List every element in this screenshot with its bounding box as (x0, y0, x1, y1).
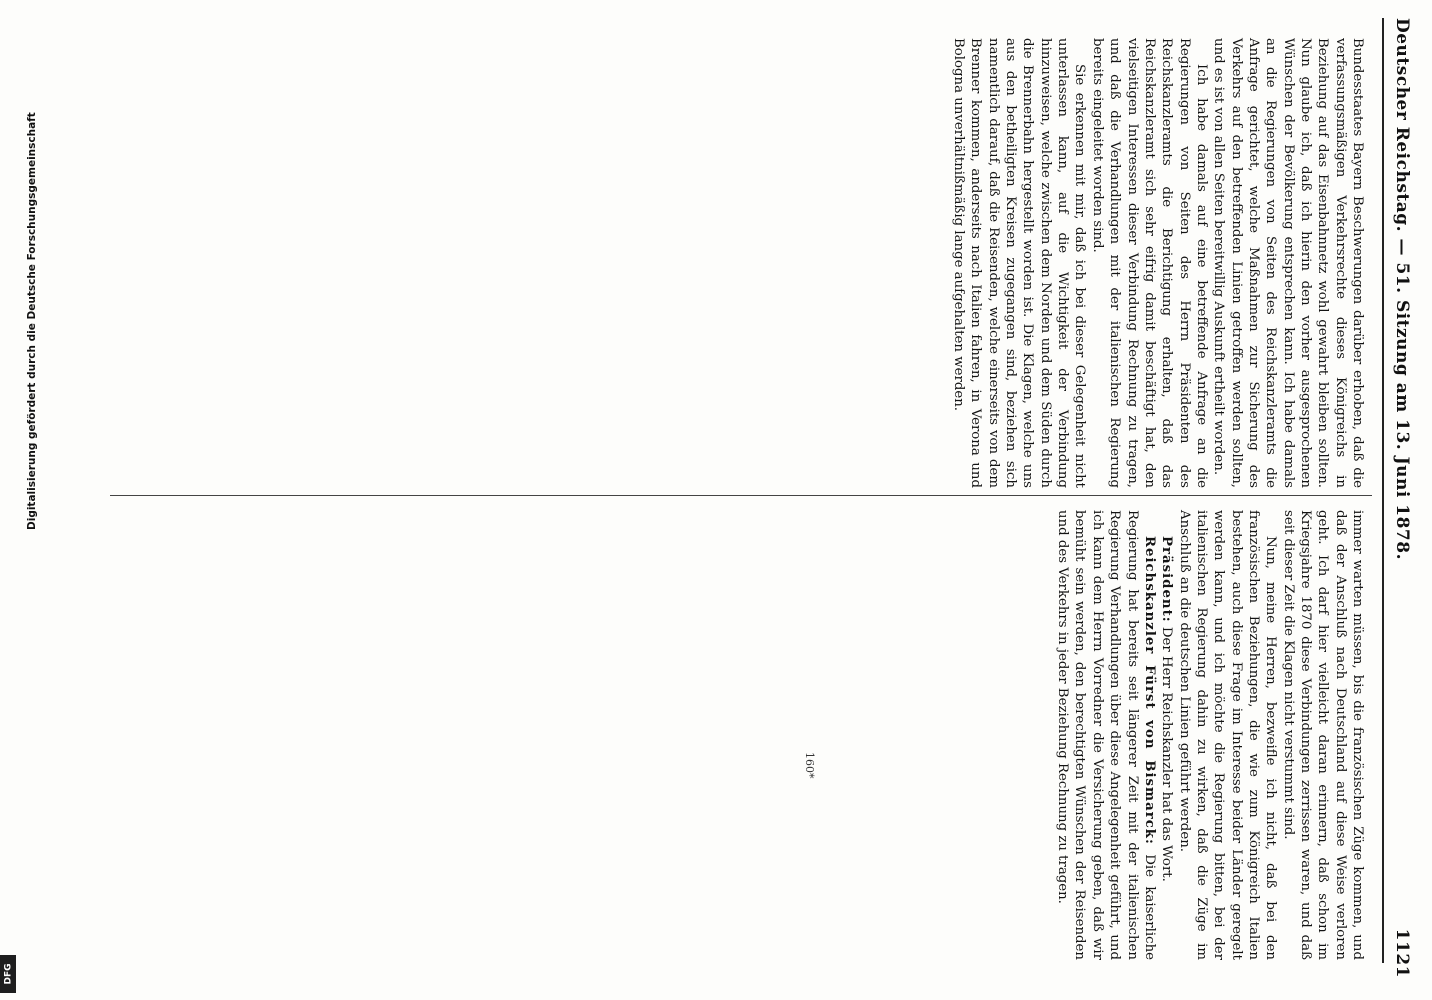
dfg-logo (0, 955, 16, 993)
column-divider (110, 495, 1372, 496)
paragraph: Ich habe damals auf eine betreffende Anfrage an die Regierungen von Seiten des Herrn Präsidenten des Reichskanzleramts die Berichtigung erhalten, daß das Reichskanzleramt sich sehr eifrig damit beschäftigt hat, den vielseitigen Interessen dieser Verbindung Rechnung zu tragen, und daß die Verhandlungen mit der italienischen Regierung bereits eingeleitet worden sind. (1089, 38, 1209, 488)
logo-text: DFG (3, 963, 14, 985)
speaker-paragraph (1158, 510, 1175, 960)
speaker-name: Präsident: (1159, 536, 1175, 623)
text-column-left (950, 38, 1366, 488)
paragraph: Sie erkennen mit mir, daß ich bei dieser Gelegenheit nicht unterlassen kann, auf die Wichtigkeit der Verbindung hinzuweisen, welche zwischen dem Norden und dem Süden durch die Brennerbahn hergestellt worden ist. Die Klagen, welche uns aus den betheiligten Kreisen zugegangen sind, beziehen sich namentlich darauf, daß die Reisenden, welche einerseits von dem Brenner kommen, anderseits nach Italien fahren, in Verona und Bologna unverhältnißmäßig lange aufgehalten werden. (951, 38, 1088, 488)
speaker-name: Reichskanzler Fürst von Bismarck: (1141, 536, 1157, 845)
header-title-session: — 51. Sitzung am 13. Juni 1878. (1392, 238, 1412, 560)
paragraph: immer warten müssen, bis die französischen Züge kommen, und daß der Anschluß nach Deutschland auf diese Weise verloren geht. Ich darf hier vielleicht daran erinnern, daß schon im Kriegsjahre 1870 diese Verbindungen zerrissen waren, und daß seit dieser Zeit die Klagen nicht verstummt sind. (1280, 510, 1365, 960)
page-number: 1121 (1392, 928, 1412, 978)
running-header (1392, 18, 1412, 978)
speech-text: Der Herr Reichskanzler hat das Wort. (1159, 626, 1175, 882)
speech-text: Die kaiserliche Regierung hat bereits seit längerer Zeit mit der italienischen Regierung Verhandlungen über diese Angelegenheit geführt, und ich kann dem Herrn Vorredner die Versicherung geben, daß wir bemüht sein werden, den berechtigten Wünschen der Reisenden und des Verkehrs in jeder Beziehung Rechnung zu tragen. (1055, 510, 1157, 961)
header-title-left: Deutscher Reichstag. (1392, 18, 1412, 233)
folio-mark: 160* (803, 752, 816, 779)
header-title (1392, 18, 1412, 560)
text-column-right (1054, 510, 1366, 960)
scan-credit: Digitalisierung gefördert durch die Deutsche Forschungsgemeinschaft (26, 112, 38, 530)
speaker-paragraph (1054, 510, 1158, 960)
paragraph: Bundesstaates Bayern Beschwerungen darüber erhoben, daß die verfassungsmäßigen Verkehrsrechte dieses Königreichs in Beziehung auf das Eisenbahnnetz wohl gewahrt bleiben sollten. Nun glaube ich, daß ich hierin den vorher ausgesprochenen Wünschen der Bevölkerung entsprechen kann. Ich habe damals an die Regierungen von Seiten des Reichskanzleramts die Anfrage gerichtet, welche Maßnahmen zur Sicherung des Verkehrs auf den betreffenden Linien getroffen werden sollten, und es ist von allen Seiten bereitwillig Auskunft ertheilt worden. (1211, 38, 1365, 488)
header-rule (1382, 18, 1384, 963)
paragraph: Nun, meine Herren, bezweifle ich nicht, daß bei den französischen Beziehungen, die wie zum Königreich Italien bestehen, auch diese Frage im Interesse beider Länder geregelt werden kann, und ich möchte die Regierung bitten, bei der italienischen Regierung dahin zu wirken, daß die Züge im Anschluß an die deutschen Linien geführt werden. (1176, 510, 1279, 960)
